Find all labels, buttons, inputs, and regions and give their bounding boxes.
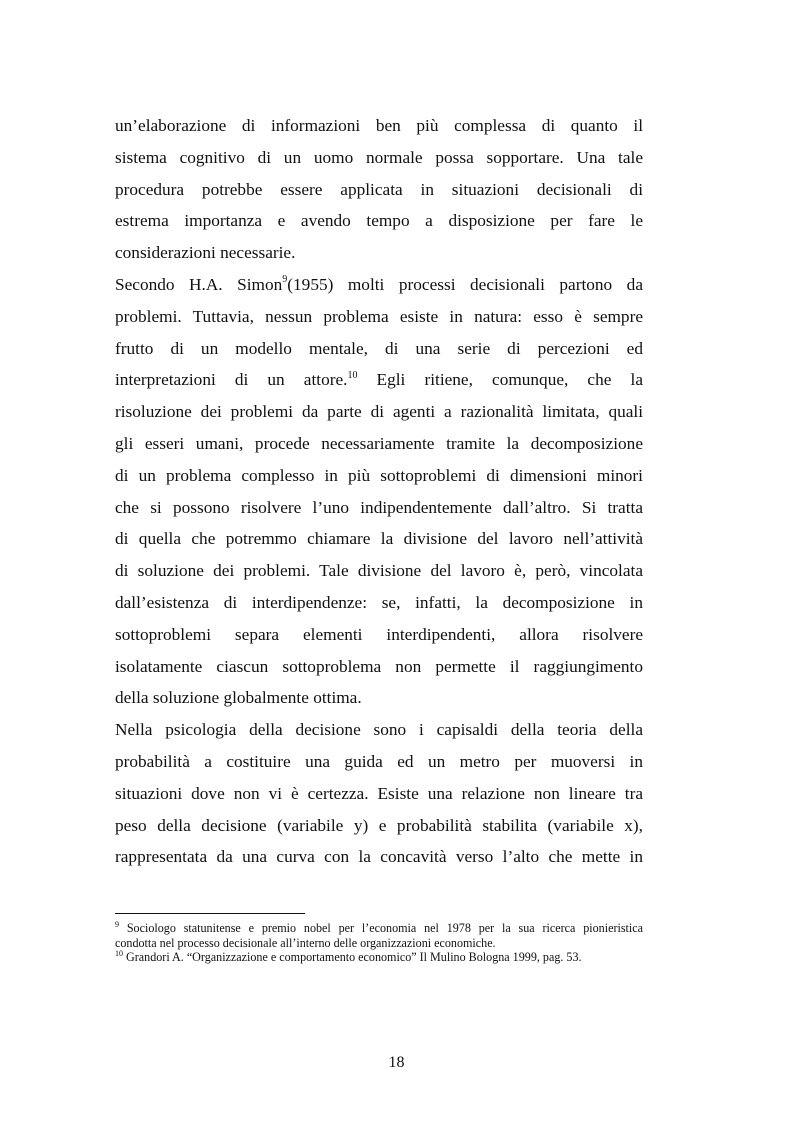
- footnote-9-number: 9: [115, 919, 119, 929]
- text-line: gli esseri umani, procede necessariamente tramite la decomposizione: [115, 433, 643, 453]
- text-line: un’elaborazione di informazioni ben più complessa di quanto il: [115, 116, 643, 135]
- body-text: [115, 110, 643, 873]
- footnote-10-text: Grandori A. “Organizzazione e comportamento economico” Il Mulino Bologna 1999, pag. 53.: [123, 950, 582, 965]
- footnote-9-line: condotta nel processo decisionale all’interno delle organizzazioni economiche.: [115, 935, 496, 950]
- text-line: frutto di un modello mentale, di una serie di percezioni ed: [115, 338, 643, 358]
- footnote-separator: [115, 913, 305, 914]
- text-line: di un problema complesso in più sottoproblemi di dimensioni minori: [115, 465, 643, 485]
- text-line: [115, 269, 643, 301]
- text-line: Nella psicologia della decisione sono i capisaldi della teoria della: [115, 720, 643, 740]
- text-line: che si possono risolvere l’uno indipendentemente dall’altro. Si tratta: [115, 497, 643, 517]
- paragraph-3: [115, 714, 643, 873]
- text-fragment: Egli ritiene, comunque, che la: [357, 370, 643, 390]
- text-line: sottoproblemi separa elementi interdipendenti, allora risolvere: [115, 624, 643, 644]
- footnote-10-number: 10: [115, 949, 123, 959]
- text-line: di soluzione dei problemi. Tale divisione del lavoro è, però, vincolata: [115, 561, 643, 581]
- text-line: probabilità a costituire una guida ed un metro per muoversi in: [115, 751, 643, 771]
- text-line: problemi. Tuttavia, nessun problema esiste in natura: esso è sempre: [115, 306, 643, 326]
- page-number: 18: [388, 1054, 405, 1071]
- footnote-9-line: [115, 921, 643, 936]
- footnotes: [115, 921, 643, 965]
- text-line: situazioni dove non vi è certezza. Esiste una relazione non lineare tra: [115, 783, 643, 803]
- text-line: isolatamente ciascun sottoproblema non permette il raggiungimento: [115, 656, 643, 676]
- text-line: della soluzione globalmente ottima.: [115, 688, 362, 708]
- text-line: procedura potrebbe essere applicata in situazioni decisionali di: [115, 179, 643, 199]
- text-fragment: (1955) molti processi decisionali partono da: [287, 274, 643, 294]
- text-line: estrema importanza e avendo tempo a disposizione per fare le: [115, 211, 643, 231]
- text-line: dall’esistenza di interdipendenze: se, infatti, la decomposizione in: [115, 592, 643, 612]
- footnote-9-text: Sociologo statunitense e premio nobel per l’economia nel 1978 per la sua ricerca pionieristica: [119, 921, 643, 935]
- text-line: di quella che potremmo chiamare la divisione del lavoro nell’attività: [115, 529, 643, 549]
- footnote-ref-10: 10: [347, 369, 358, 381]
- text-line: risoluzione dei problemi da parte di agenti a razionalità limitata, quali: [115, 402, 643, 422]
- paragraph-2: [115, 269, 643, 714]
- text-line: considerazioni necessarie.: [115, 243, 296, 263]
- footnote-ref-9: 9: [282, 274, 288, 286]
- text-line: rappresentata da una curva con la concavità verso l’alto che mette in: [115, 847, 643, 867]
- text-line: peso della decisione (variabile y) e probabilità stabilita (variabile x),: [115, 815, 643, 835]
- text-line: [115, 364, 643, 396]
- text-fragment: Secondo H.A. Simon: [115, 274, 283, 294]
- footnote-10-line: [115, 950, 643, 965]
- paragraph-1: [115, 110, 643, 269]
- text-line: sistema cognitivo di un uomo normale possa sopportare. Una tale: [115, 147, 643, 167]
- text-fragment: interpretazioni di un attore.: [115, 370, 348, 390]
